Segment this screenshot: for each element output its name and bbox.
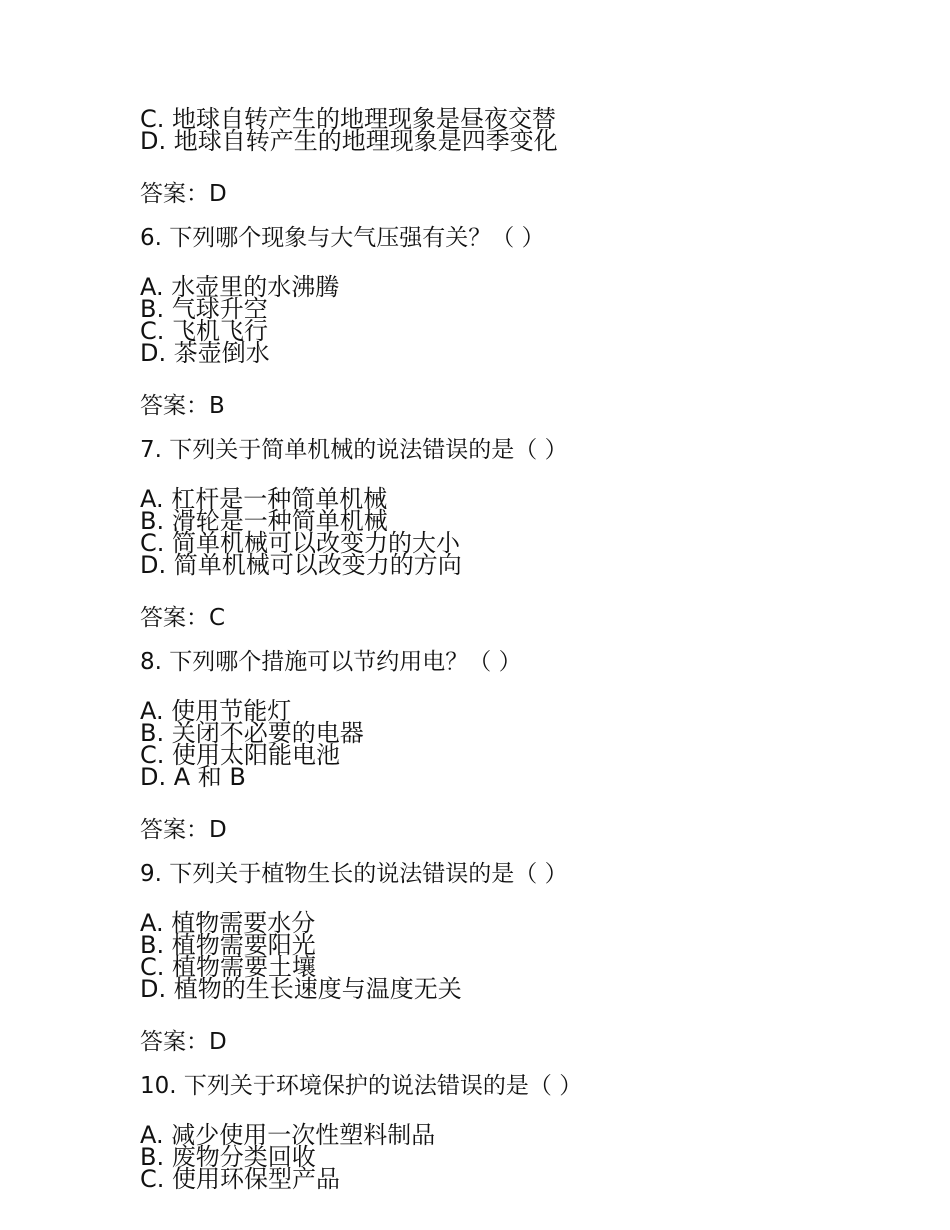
option-b: B. 植物需要阳光 xyxy=(140,931,316,959)
answer-text: 答案：D xyxy=(140,181,227,207)
options-list xyxy=(140,697,900,791)
option-c: C. 简单机械可以改变力的大小 xyxy=(140,529,461,557)
answer-text: 答案：D xyxy=(140,817,227,843)
option-b: B. 滑轮是一种简单机械 xyxy=(140,507,388,535)
options-list xyxy=(140,909,900,1003)
option-b: B. 废物分类回收 xyxy=(140,1143,316,1171)
option-c: C. 植物需要土壤 xyxy=(140,953,317,981)
question-block-10 xyxy=(140,1072,900,1193)
document-page xyxy=(140,105,900,1193)
option-a: A. 使用节能灯 xyxy=(140,697,292,725)
question-text: 10. 下列关于环境保护的说法错误的是（ ） xyxy=(140,1073,583,1099)
options-list xyxy=(140,485,900,579)
option-d: D. 简单机械可以改变力的方向 xyxy=(140,551,462,579)
option-c: C. 使用环保型产品 xyxy=(140,1165,341,1193)
options-list xyxy=(140,273,900,367)
option-c: C. 地球自转产生的地理现象是昼夜交替 xyxy=(140,105,557,133)
option-a: A. 水壶里的水沸腾 xyxy=(140,273,340,301)
option-d: D. A 和 B xyxy=(140,763,246,791)
option-b: B. 关闭不必要的电器 xyxy=(140,719,364,747)
option-c: C. 飞机飞行 xyxy=(140,317,269,345)
option-a: A. 植物需要水分 xyxy=(140,909,316,937)
option-a: A. 杠杆是一种简单机械 xyxy=(140,485,388,513)
option-b: B. 气球升空 xyxy=(140,295,268,323)
option-d: D. 茶壶倒水 xyxy=(140,339,270,367)
question-block-8 xyxy=(140,648,900,844)
question-block-7 xyxy=(140,436,900,632)
answer-text: 答案：D xyxy=(140,1029,227,1055)
question-text: 9. 下列关于植物生长的说法错误的是（ ） xyxy=(140,861,568,887)
question-text: 6. 下列哪个现象与大气压强有关？（ ） xyxy=(140,225,545,251)
options-list xyxy=(140,105,900,155)
option-d: D. 地球自转产生的地理现象是四季变化 xyxy=(140,127,558,155)
answer-text: 答案：C xyxy=(140,605,226,631)
options-list xyxy=(140,1121,900,1193)
option-a: A. 减少使用一次性塑料制品 xyxy=(140,1121,436,1149)
question-text: 7. 下列关于简单机械的说法错误的是（ ） xyxy=(140,437,568,463)
question-text: 8. 下列哪个措施可以节约用电？（ ） xyxy=(140,649,522,675)
answer-text: 答案：B xyxy=(140,393,225,419)
option-d: D. 植物的生长速度与温度无关 xyxy=(140,975,462,1003)
question-block-9 xyxy=(140,860,900,1056)
option-c: C. 使用太阳能电池 xyxy=(140,741,341,769)
question-block-5 xyxy=(140,105,900,208)
question-block-6 xyxy=(140,224,900,420)
